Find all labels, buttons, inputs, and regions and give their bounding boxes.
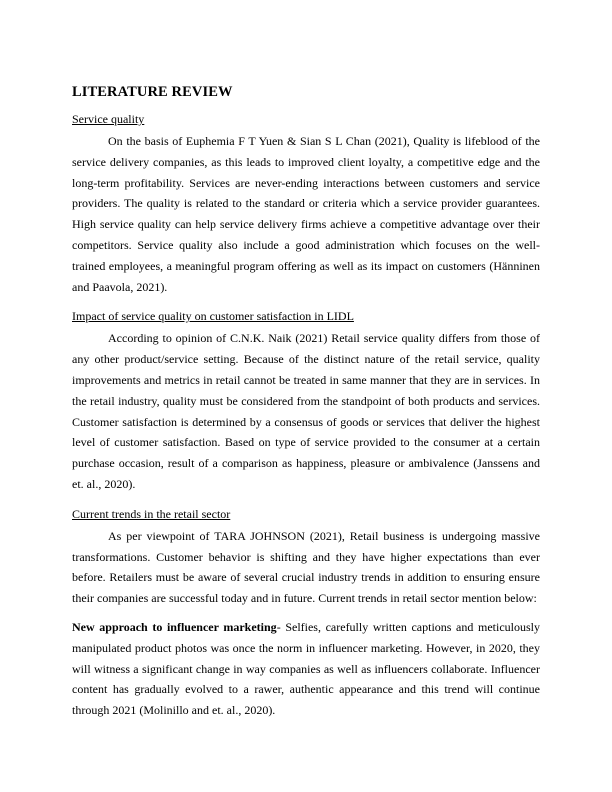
section-paragraph: According to opinion of C.N.K. Naik (2021) Retail service quality differs from those of any other product/service setting. Because of the distinct nature of the retail service, quality improvements and metrics in retail cannot be treated in same manner that they are in services. In the retail industry, quality must be considered from the standpoint of both products and services. Customer satisfaction is determined by a consensus of goods or services that deliver the highest level of customer satisfaction. Based on type of service provided to the consumer at a certain purchase occasion, result of a comparison as happiness, pleasure or ambivalence (Janssens and et. al., 2020). bbox=[72, 331, 540, 491]
section-heading: Service quality bbox=[72, 112, 145, 126]
section-paragraph: On the basis of Euphemia F T Yuen & Sian S L Chan (2021), Quality is lifeblood of the service delivery companies, as this leads to improved client loyalty, a competitive edge and the long-term profitability. Services are never-ending interactions between customers and service providers. The quality is related to the standard or criteria which a service provider guarantees. High service quality can help service delivery firms achieve a competitive advantage over their competitors. Service quality also include a good administration which focuses on the well-trained employees, a meaningful program offering as well as its impact on customers (Hänninen and Paavola, 2021). bbox=[72, 134, 540, 294]
section-heading: Current trends in the retail sector bbox=[72, 506, 231, 521]
page-title: LITERATURE REVIEW bbox=[72, 84, 233, 100]
trend-text: Selfies, carefully written captions and meticulously manipulated product photos was once the norm in influencer marketing. However, in 2020, they will witness a significant change in way companies as well as influencers collaborate. Influencer content has gradually evolved to a rawer, authentic appearance and this trend will continue through 2021 (Molinillo and et. al., 2020). bbox=[72, 619, 540, 718]
section-current-trends bbox=[72, 506, 540, 609]
trend-label: New approach to influencer marketing bbox=[72, 619, 277, 634]
section-paragraph: As per viewpoint of TARA JOHNSON (2021), Retail business is undergoing massive transformations. Customer behavior is shifting and they have higher expectations than ever before. Retailers must be aware of several crucial industry trends in addition to ensuring ensure their companies are successful today and in future. Current trends in retail sector mention below: bbox=[72, 528, 540, 606]
section-service-quality bbox=[72, 111, 540, 297]
trend-paragraph bbox=[72, 617, 540, 721]
section-impact-service-quality bbox=[72, 308, 540, 494]
section-heading: Impact of service quality on customer satisfaction in LIDL bbox=[72, 309, 354, 324]
document-page bbox=[72, 82, 540, 721]
trend-separator: - bbox=[276, 619, 286, 634]
